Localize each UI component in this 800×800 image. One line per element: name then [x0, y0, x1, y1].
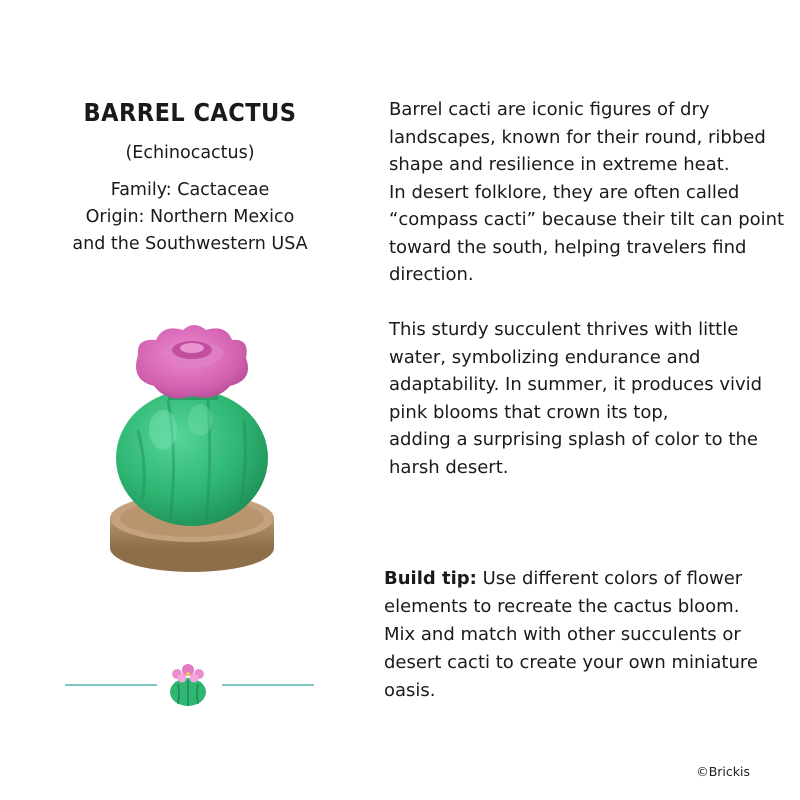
description-line: toward the south, helping travelers find — [389, 236, 747, 258]
scientific-name: (Echinocactus) — [125, 143, 255, 163]
build-tip-text: Use different colors of flower — [476, 568, 743, 589]
build-tip-label: Build tip: — [384, 568, 477, 589]
description-line: pink blooms that crown its top, — [389, 401, 669, 423]
description-line: adaptability. In summer, it produces vivid — [389, 374, 763, 395]
description-line: adding a surprising splash of color to the — [389, 429, 758, 450]
build-tip — [384, 565, 784, 705]
mini-cactus-icon — [166, 662, 210, 708]
description-line: “compass cacti” because their tilt can point — [389, 209, 785, 230]
description-line: landscapes, known for their round, ribbed — [389, 126, 766, 148]
origin-line-1: Origin: Northern Mexico — [85, 207, 295, 227]
page-title: BARREL CACTUS — [83, 98, 297, 127]
description-line: Barrel cacti are iconic figures of dry — [389, 99, 710, 120]
lego-barrel-cactus-icon — [108, 320, 278, 580]
origin-line-2: and the Southwestern USA — [72, 234, 308, 254]
copyright: ©Brickis — [696, 764, 750, 779]
divider-line-right — [222, 684, 314, 686]
description-line: In desert folklore, they are often called — [389, 181, 740, 203]
build-tip-first-line — [384, 565, 784, 593]
description-line: water, symbolizing endurance and — [389, 346, 701, 368]
description-line: harsh desert. — [389, 456, 509, 478]
plant-info — [40, 98, 340, 258]
build-tip-line: desert cacti to create your own miniature — [384, 652, 758, 673]
description-line: direction. — [389, 264, 474, 285]
build-tip-line: elements to recreate the cactus bloom. — [384, 596, 740, 617]
build-tip-line: Mix and match with other succulents or — [384, 624, 741, 645]
family-line: Family: Cactaceae — [110, 180, 270, 200]
build-tip-line: oasis. — [384, 680, 436, 701]
description-line: This sturdy succulent thrives with little — [389, 319, 739, 340]
description-line: shape and resilience in extreme heat. — [389, 154, 730, 175]
paragraph-gap — [389, 289, 789, 317]
divider-line-left — [65, 684, 157, 686]
description — [389, 96, 789, 481]
